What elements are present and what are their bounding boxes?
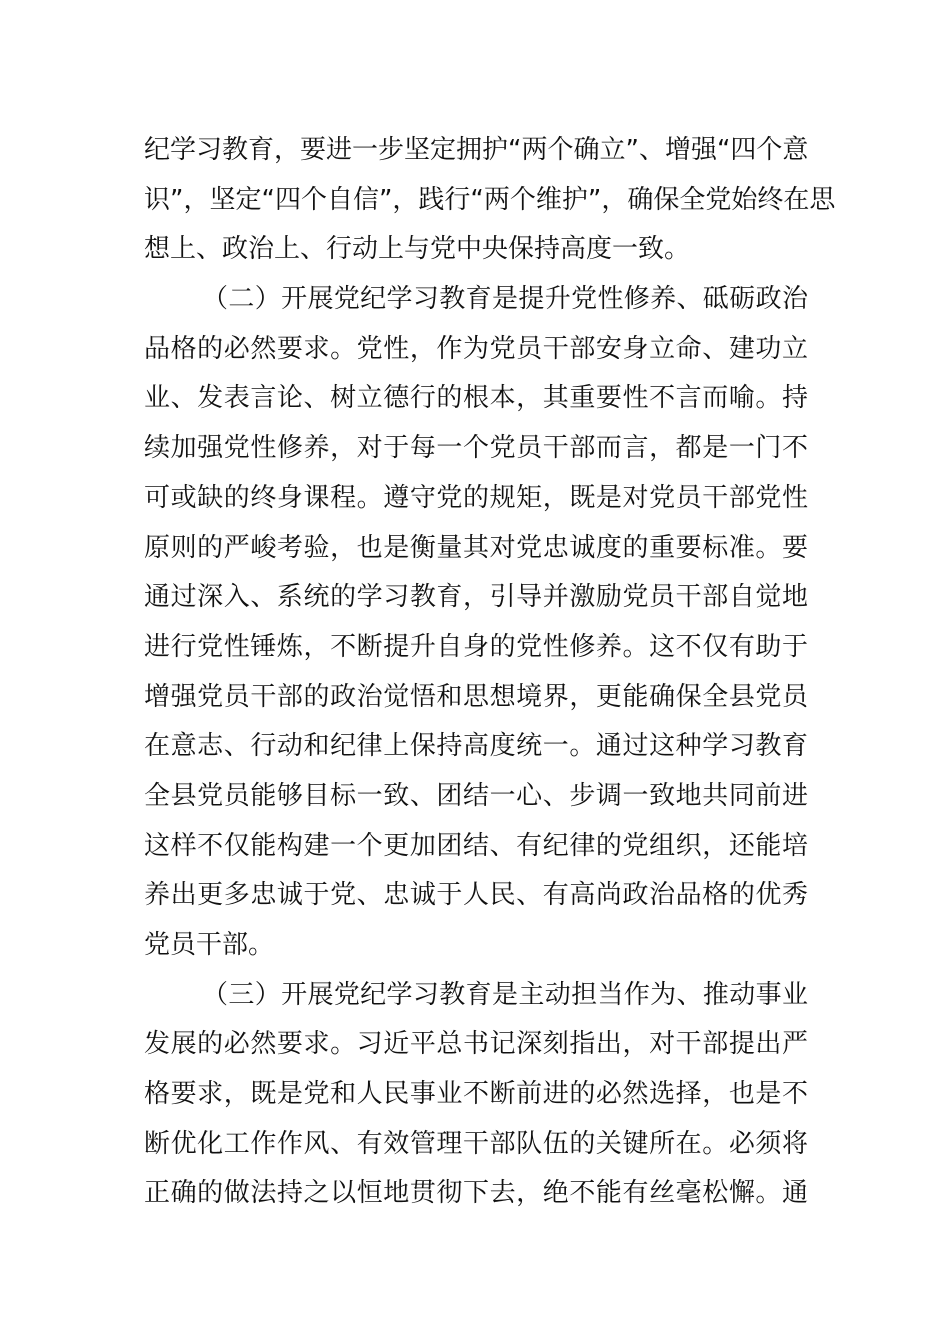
text-line: 纪学习教育，要进一步坚定拥护“两个确立”、增强“四个意 xyxy=(144,135,809,165)
text-line: 识”，坚定“四个自信”，践行“两个维护”，确保全党始终在思 xyxy=(144,184,836,215)
text-line: 党员干部。 xyxy=(144,930,275,960)
text-line: 品格的必然要求。党性，作为党员干部安身立命、建功立 xyxy=(144,333,808,364)
text-line: 续加强党性修养，对于每一个党员干部而言，都是一门不 xyxy=(144,433,808,464)
body-text xyxy=(144,126,836,1219)
text-line: 发展的必然要求。习近平总书记深刻指出，对干部提出严 xyxy=(144,1029,808,1060)
text-line: 断优化工作作风、有效管理干部队伍的关键所在。必须将 xyxy=(144,1128,808,1159)
text-line: 正确的做法持之以恒地贯彻下去，绝不能有丝毫松懈。通 xyxy=(144,1178,808,1209)
text-line: 业、发表言论、树立德行的根本，其重要性不言而喻。持 xyxy=(144,383,808,414)
text-line: 增强党员干部的政治觉悟和思想境界，更能确保全县党员 xyxy=(144,681,808,712)
text-line: 通过深入、系统的学习教育，引导并激励党员干部自觉地 xyxy=(144,582,808,613)
text-line: 可或缺的终身课程。遵守党的规矩，既是对党员干部党性 xyxy=(144,482,808,513)
text-line: 进行党性锤炼，不断提升自身的党性修养。这不仅有助于 xyxy=(144,631,808,662)
text-line: 格要求，既是党和人民事业不断前进的必然选择，也是不 xyxy=(144,1079,808,1110)
section-heading-line: （二）开展党纪学习教育是提升党性修养、砥砺政治 xyxy=(202,284,808,315)
text-line: 这样不仅能构建一个更加团结、有纪律的党组织，还能培 xyxy=(144,830,808,861)
text-line: 原则的严峻考验，也是衡量其对党忠诚度的重要标准。要 xyxy=(144,532,808,563)
section-heading-line: （三）开展党纪学习教育是主动担当作为、推动事业 xyxy=(202,979,808,1010)
text-line: 全县党员能够目标一致、团结一心、步调一致地共同前进 xyxy=(144,780,808,811)
text-line: 想上、政治上、行动上与党中央保持高度一致。 xyxy=(144,234,691,265)
text-line: 养出更多忠诚于党、忠诚于人民、有高尚政治品格的优秀 xyxy=(144,880,808,911)
text-line: 在意志、行动和纪律上保持高度统一。通过这种学习教育 xyxy=(144,731,808,762)
